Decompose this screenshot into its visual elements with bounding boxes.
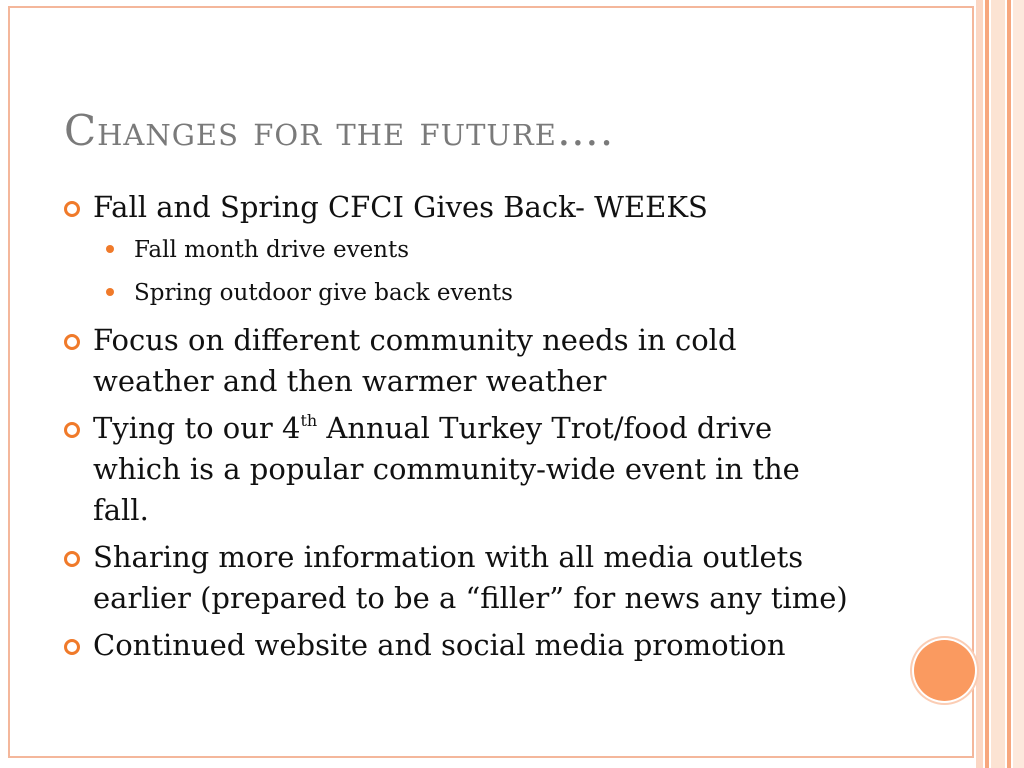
sub-bullet-item (62, 277, 862, 310)
bullet-text: Continued website and social media promotion (93, 628, 786, 662)
ring-bullet-icon (64, 551, 80, 567)
bullet-text: Sharing more information with all media outlets earlier (prepared to be a “filler” for news any time) (93, 540, 848, 615)
ring-bullet-icon (64, 334, 80, 350)
bullet-item (62, 320, 862, 402)
bullet-text-part: Annual Turkey Trot/food drive which is a popular community-wide event in the fall. (93, 411, 800, 527)
bullet-text: Focus on different community needs in cold weather and then warmer weather (93, 323, 737, 398)
bullet-item (62, 625, 862, 666)
sub-bullet-text: Spring outdoor give back events (134, 280, 513, 306)
decorative-stripe (976, 0, 983, 768)
slide-title: Changes for the future…. (64, 106, 615, 155)
ring-bullet-icon (64, 639, 80, 655)
ring-bullet-icon (64, 422, 80, 438)
bullet-item (62, 537, 862, 619)
decorative-circle (914, 640, 975, 701)
decorative-stripe (1013, 0, 1024, 768)
ring-bullet-icon (64, 201, 80, 217)
ordinal-suffix: th (300, 411, 318, 430)
dot-bullet-icon (106, 245, 114, 253)
bullet-list (62, 187, 862, 672)
bullet-item (62, 408, 862, 531)
bullet-text: Fall and Spring CFCI Gives Back- WEEKS (93, 190, 708, 224)
decorative-stripe (991, 0, 1005, 768)
sub-bullet-text: Fall month drive events (134, 237, 410, 263)
decorative-stripe (985, 0, 989, 768)
bullet-item (62, 187, 862, 228)
sub-bullet-item (62, 234, 862, 267)
decorative-stripe (1007, 0, 1011, 768)
dot-bullet-icon (106, 288, 114, 296)
bullet-text-part: Tying to our 4 (93, 411, 301, 445)
